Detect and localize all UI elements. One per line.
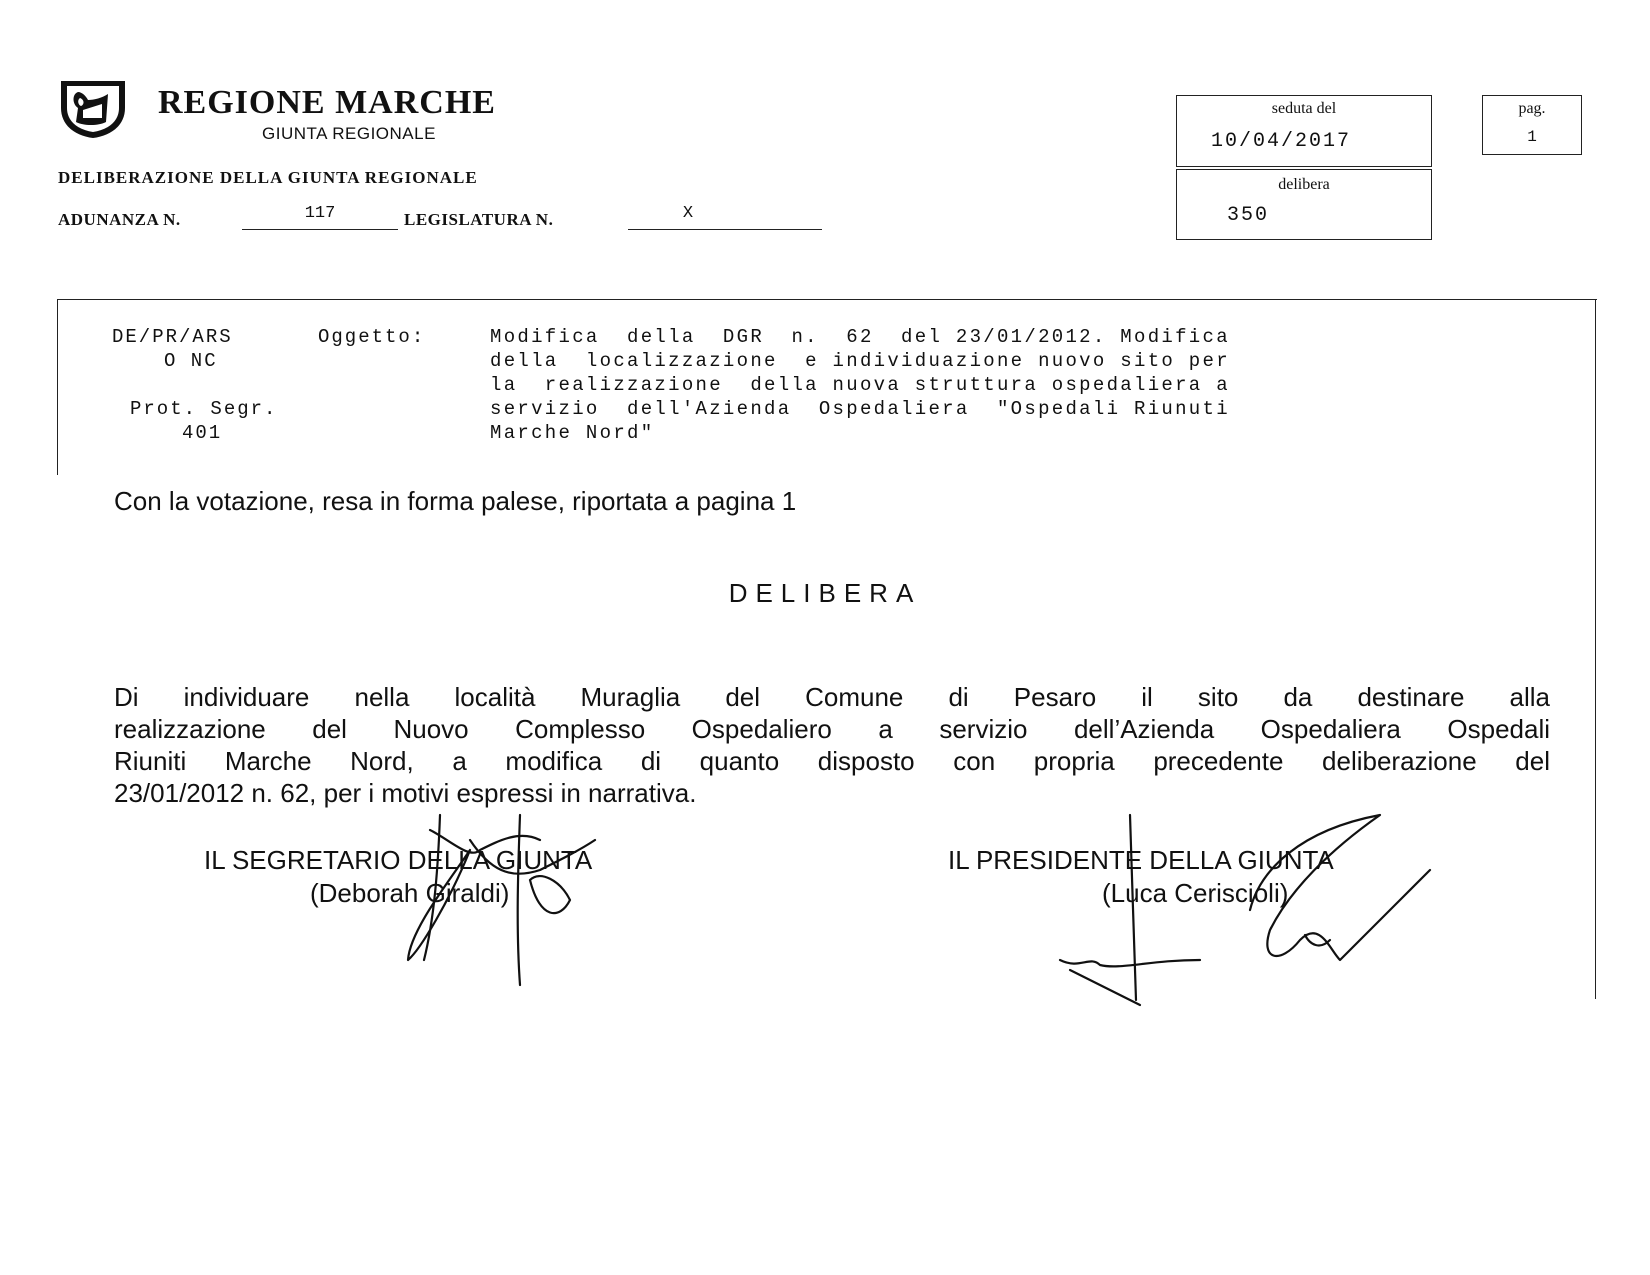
president-signature (1050, 810, 1470, 1010)
subject-code: DE/PR/ARS (112, 326, 233, 348)
secretary-role: IL SEGRETARIO DELLA GIUNTA (204, 845, 593, 875)
decision-line: realizzazione del Nuovo Complesso Ospedaliero a servizio dell’Azienda Ospedaliera Ospedali (114, 714, 1550, 744)
secretary-signature (390, 810, 620, 1000)
seduta-box (1176, 95, 1432, 167)
decision-line: Di individuare nella località Muraglia del Comune di Pesaro il sito da destinare alla (114, 682, 1550, 712)
adunanza-label: ADUNANZA N. (58, 210, 181, 229)
seduta-date: 10/04/2017 (1211, 130, 1352, 153)
delibera-box (1176, 169, 1432, 240)
delibera-title: DELIBERA (728, 578, 922, 608)
subject-line: Marche Nord" (490, 422, 655, 444)
subject-frame-right (1595, 299, 1596, 999)
secretary-name: (Deborah Giraldi) (310, 878, 510, 908)
subject-frame-left (57, 299, 58, 475)
adunanza-value: 117 (304, 204, 336, 223)
prot-value: 401 (182, 422, 223, 444)
deliberation-heading: DELIBERAZIONE DELLA GIUNTA REGIONALE (58, 168, 478, 187)
page-box (1482, 95, 1582, 155)
regione-marche-logo (58, 78, 128, 140)
adunanza-underline (242, 229, 398, 230)
legislatura-underline (628, 229, 822, 230)
decision-line: Riuniti Marche Nord, a modifica di quanto disposto con propria precedente deliberazione del (114, 746, 1550, 776)
page-label: pag. (1518, 100, 1546, 117)
subject-line: la realizzazione della nuova struttura ospedaliera a (490, 374, 1230, 396)
org-subtitle: GIUNTA REGIONALE (262, 124, 436, 143)
delibera-number: 350 (1227, 204, 1270, 227)
president-role: IL PRESIDENTE DELLA GIUNTA (948, 845, 1334, 875)
delibera-box-label: delibera (1278, 176, 1330, 193)
prot-label: Prot. Segr. (130, 398, 278, 420)
subject-line: servizio dell'Azienda Ospedaliera "Ospedali Riunuti (490, 398, 1230, 420)
subject-line: Modifica della DGR n. 62 del 23/01/2012. Modifica (490, 326, 1230, 348)
vote-line: Con la votazione, resa in forma palese, riportata a pagina 1 (114, 486, 797, 516)
legislatura-label: LEGISLATURA N. (404, 210, 554, 229)
legislatura-value: X (682, 204, 694, 223)
seduta-label: seduta del (1271, 100, 1337, 117)
subject-line: della localizzazione e individuazione nuovo sito per (490, 350, 1230, 372)
president-name: (Luca Ceriscioli) (1102, 878, 1289, 908)
org-name: REGIONE MARCHE (158, 84, 496, 121)
decision-line: 23/01/2012 n. 62, per i motivi espressi in narrativa. (114, 778, 697, 808)
subject-code-sub: O NC (164, 350, 218, 372)
oggetto-label: Oggetto: (318, 326, 426, 348)
page-number: 1 (1527, 128, 1537, 146)
